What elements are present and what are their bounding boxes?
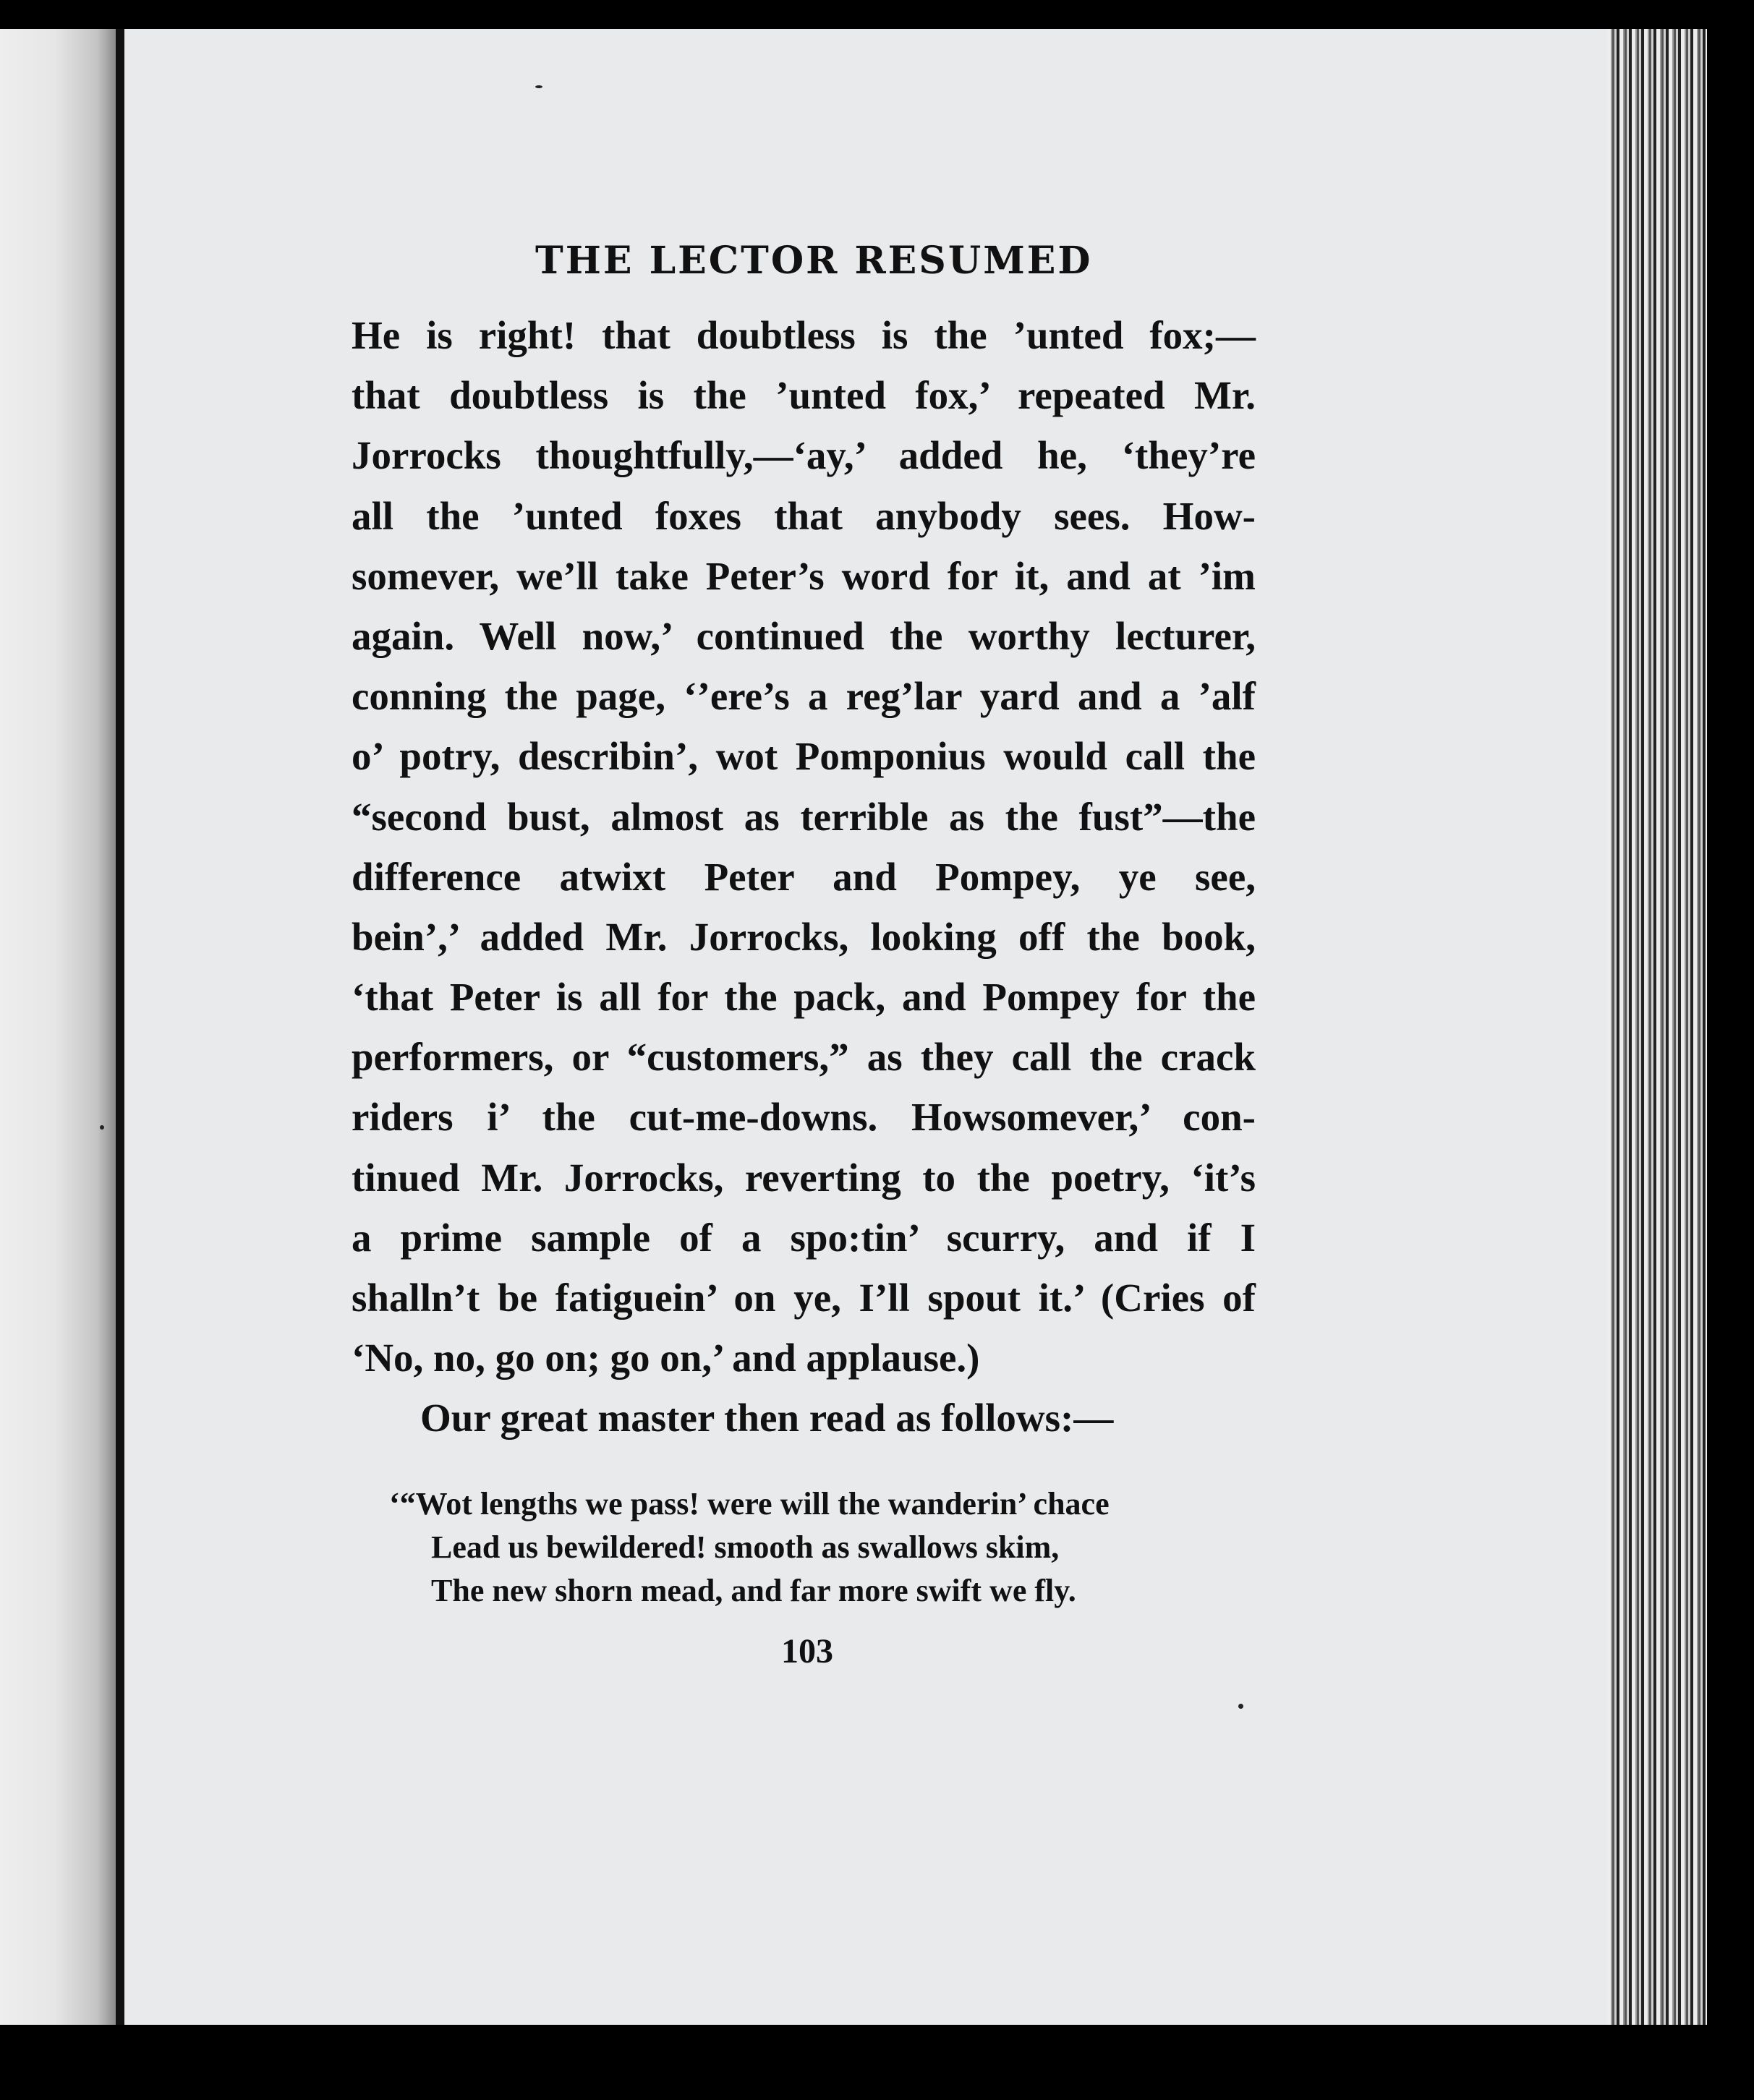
text-line: a prime sample of a spo:tin’ scurry, and if I — [352, 1215, 1256, 1260]
text-line: performers, or “customers,” as they call the crack — [352, 1035, 1256, 1080]
text-line: all the ’unted foxes that anybody sees. How- — [352, 493, 1256, 538]
page-stack-edges — [1607, 29, 1707, 2025]
text-line: tinued Mr. Jorrocks, reverting to the poetry, ‘it’s — [352, 1155, 1256, 1200]
scan-border-right — [1707, 0, 1754, 2100]
ink-speck — [100, 1125, 104, 1130]
text-line: “second bust, almost as terrible as the fust”—the — [352, 794, 1256, 839]
text-line: somever, we’ll take Peter’s word for it, and at ’im — [352, 553, 1256, 598]
ink-speck — [535, 85, 542, 88]
text-line: again. Well now,’ continued the worthy lecturer, — [352, 613, 1256, 658]
text-line: ‘that Peter is all for the pack, and Pompey for the — [352, 975, 1256, 1020]
text-line: Jorrocks thoughtfully,—‘ay,’ added he, ‘they’re — [352, 433, 1256, 478]
text-line: riders i’ the cut-me-downs. Howsomever,’ con- — [352, 1095, 1256, 1140]
text-line: He is right! that doubtless is the ’unted fox;— — [352, 313, 1256, 357]
verse-line: The new shorn mead, and far more swift we fly. — [431, 1573, 1076, 1608]
verse-quotation — [389, 1482, 1110, 1613]
text-line: conning the page, ‘’ere’s a reg’lar yard and a ’alf — [352, 674, 1256, 719]
text-line: that doubtless is the ’unted fox,’ repeated Mr. — [352, 373, 1256, 418]
text-line: ‘No, no, go on; go on,’ and applause.) — [352, 1336, 980, 1380]
running-head: THE LECTOR RESUMED — [535, 239, 1093, 283]
text-line: bein’,’ added Mr. Jorrocks, looking off the book, — [352, 914, 1256, 959]
verse-line: Lead us bewildered! smooth as swallows skim, — [431, 1529, 1060, 1565]
facing-page-edge — [0, 29, 122, 2025]
text-line: o’ potry, describin’, wot Pomponius would call the — [352, 734, 1256, 779]
book-gutter — [116, 29, 124, 2025]
text-line: difference atwixt Peter and Pompey, ye see, — [352, 854, 1256, 899]
verse-line: ‘“Wot lengths we pass! were will the wanderin’ chace — [389, 1486, 1110, 1521]
intro-line: Our great master then read as follows:— — [420, 1396, 1114, 1440]
scan-border-top — [0, 0, 1754, 29]
text-line: shalln’t be fatiguein’ on ye, I’ll spout it.’ (Cries of — [352, 1276, 1256, 1320]
ink-speck — [1238, 1704, 1243, 1709]
body-paragraph — [352, 305, 1256, 1448]
page-number: 103 — [781, 1632, 833, 1670]
scan-border-bottom — [0, 2025, 1754, 2100]
